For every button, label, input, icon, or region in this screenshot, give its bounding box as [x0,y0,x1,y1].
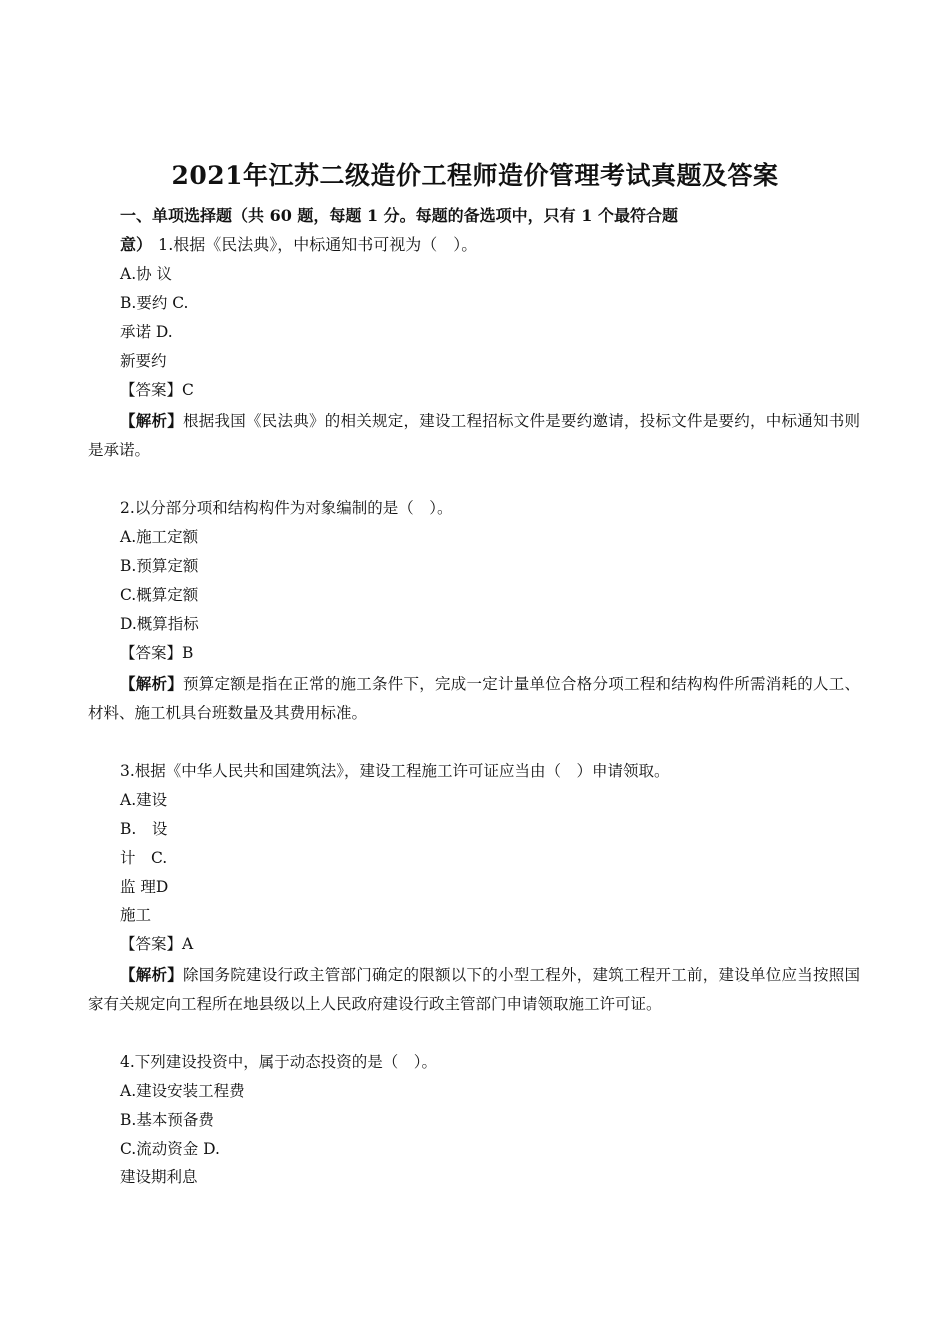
q3-analysis-text: 除国务院建设行政主管部门确定的限额以下的小型工程外，建筑工程开工前，建设单位应当按照国家有关规定向工程所在地县级以上人民政府建设行政主管部门申请领取施工许可证。 [88,966,860,1013]
q2-analysis-text: 预算定额是指在正常的施工条件下，完成一定计量单位合格分项工程和结构构件所需消耗的人工、材料、施工机具台班数量及其费用标准。 [88,675,860,722]
document-title: 2021年江苏二级造价工程师造价管理考试真题及答案 [171,161,779,190]
q3-answer-value: A [182,935,194,953]
q1-option-line: A.协 议 [120,265,173,283]
question-1-text: 1.根据《民法典》，中标通知书可视为（ ）。 [158,235,478,254]
q2-option-line: C.概算定额 [120,586,199,604]
q3-option-line: 计 C. [120,849,168,867]
q1-option-line: 新要约 [120,352,167,370]
answer-tag: 【答案】 [120,381,183,399]
q3-option-line: A.建设 [120,791,168,809]
section-heading-continued [120,235,477,255]
analysis-tag: 【解析】 [120,965,183,984]
q1-option-line: 承诺 D. [120,323,173,341]
q3-option-line: 施工 [120,906,152,924]
question-2-text: 2.以分部分项和结构构件为对象编制的是（ ）。 [120,499,453,517]
q3-option-line: 监 理D [120,878,169,896]
answer-tag: 【答案】 [120,935,183,953]
q3-option-line: B. 设 [120,820,168,838]
analysis-tag: 【解析】 [120,411,183,430]
q4-option-line: 建设期利息 [120,1168,198,1186]
q2-option-line: A.施工定额 [120,528,199,546]
q1-answer [120,380,194,400]
q4-option-line: A.建设安装工程费 [120,1082,245,1100]
q1-analysis [88,406,860,465]
q4-option-line: B.基本预备费 [120,1111,214,1129]
q2-option-line: D.概算指标 [120,615,199,633]
q1-answer-value: C [182,381,194,399]
question-3-text: 3.根据《中华人民共和国建筑法》，建设工程施工许可证应当由（ ）申请领取。 [120,762,670,780]
q1-analysis-text: 根据我国《民法典》的相关规定，建设工程招标文件是要约邀请，投标文件是要约，中标通知书则是承诺。 [88,412,860,459]
section-heading-tail: 意） [120,235,153,254]
question-4-text: 4.下列建设投资中，属于动态投资的是（ ）。 [120,1053,438,1071]
q4-option-line: C.流动资金 D. [120,1140,220,1158]
q2-analysis [88,669,860,728]
q2-option-line: B.预算定额 [120,557,199,575]
answer-tag: 【答案】 [120,644,183,662]
analysis-tag: 【解析】 [120,674,183,693]
q3-answer [120,934,193,954]
q2-answer-value: B [182,644,194,662]
q2-answer [120,643,193,663]
q1-option-line: B.要约 C. [120,294,189,312]
section-heading: 一、单项选择题（共 60 题，每题 1 分。每题的备选项中，只有 1 个最符合题 [120,206,678,225]
q3-analysis [88,960,860,1019]
